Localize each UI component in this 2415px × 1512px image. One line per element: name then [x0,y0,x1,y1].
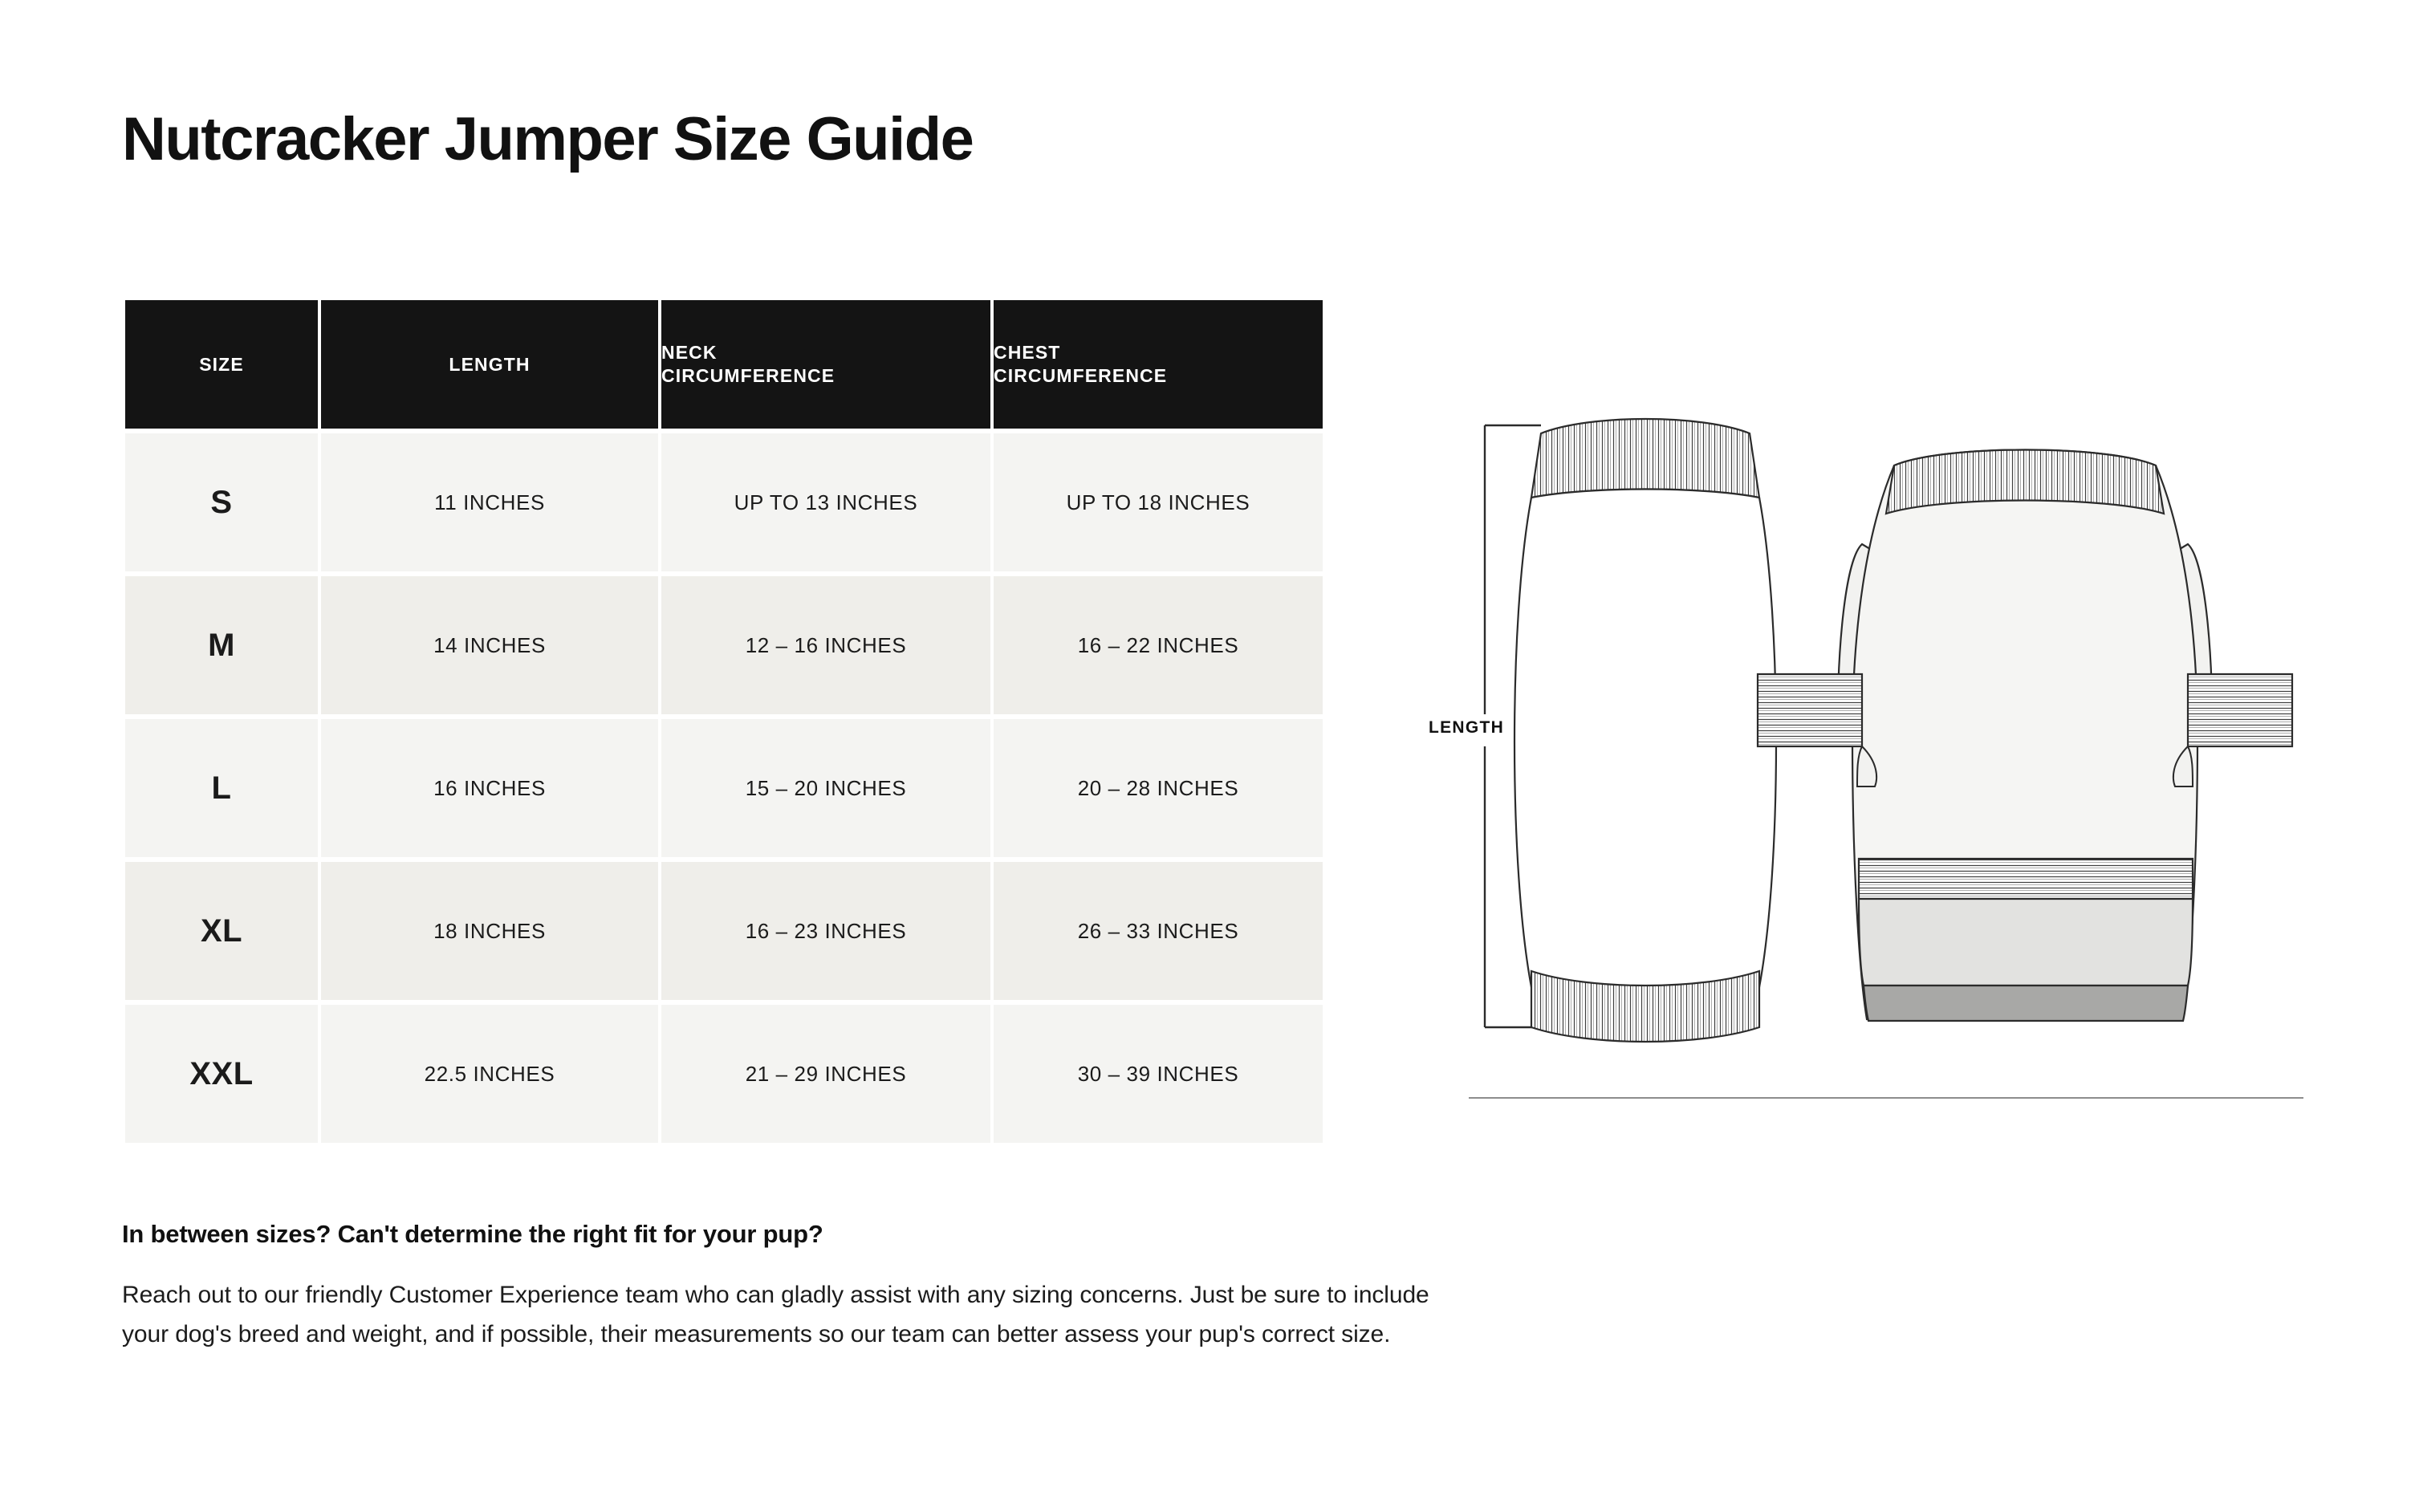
cell-length: 11 INCHES [321,433,658,571]
jumper-front-view [1758,450,2292,1022]
footer-body-text: Reach out to our friendly Customer Experience team who can gladly assist with any sizing concerns. Just be sure to include your dog's breed and weight, and if possible, their measurements so our team can better assess your pup's correct size. [122,1282,1429,1347]
footer-heading: In between sizes? Can't determine the right fit for your pup? [122,1220,823,1248]
column-header-size: SIZE [125,300,318,429]
table-row [125,433,1323,571]
cell-chest: 30 – 39 INCHES [994,1005,1323,1143]
column-header-length: LENGTH [321,300,658,429]
cell-chest: 20 – 28 INCHES [994,719,1323,857]
neck-header-line2: CIRCUMFERENCE [661,365,835,386]
table-row [125,1005,1323,1143]
cell-neck: 16 – 23 INCHES [661,862,990,1000]
size-chart-body [125,433,1323,1143]
cell-length: 18 INCHES [321,862,658,1000]
cell-size: XL [125,862,318,1000]
cell-neck: 15 – 20 INCHES [661,719,990,857]
size-chart-table [122,295,1326,1148]
table-row [125,862,1323,1000]
cell-size: S [125,433,318,571]
column-header-neck-circumference [661,300,990,429]
cell-neck: UP TO 13 INCHES [661,433,990,571]
chest-header-line1: CHEST [994,342,1061,364]
cell-chest: 26 – 33 INCHES [994,862,1323,1000]
size-chart-header [125,300,1323,429]
cell-length: 16 INCHES [321,719,658,857]
cell-neck: 21 – 29 INCHES [661,1005,990,1143]
neck-header-line1: NECK [661,342,718,364]
cell-chest: 16 – 22 INCHES [994,576,1323,714]
chest-header-line2: CIRCUMFERENCE [994,365,1168,386]
cell-length: 14 INCHES [321,576,658,714]
length-measure-label: LENGTH [1429,718,1505,737]
cell-size: XXL [125,1005,318,1143]
column-header-chest-circumference [994,300,1323,429]
cell-length: 22.5 INCHES [321,1005,658,1143]
jumper-illustration [1461,409,2311,1132]
table-header-row [125,300,1323,429]
table-row [125,576,1323,714]
cell-size: M [125,576,318,714]
jumper-back-view [1514,419,1776,1042]
cell-chest: UP TO 18 INCHES [994,433,1323,571]
table-row [125,719,1323,857]
cell-size: L [125,719,318,857]
page-title: Nutcracker Jumper Size Guide [122,105,974,173]
cell-neck: 12 – 16 INCHES [661,576,990,714]
